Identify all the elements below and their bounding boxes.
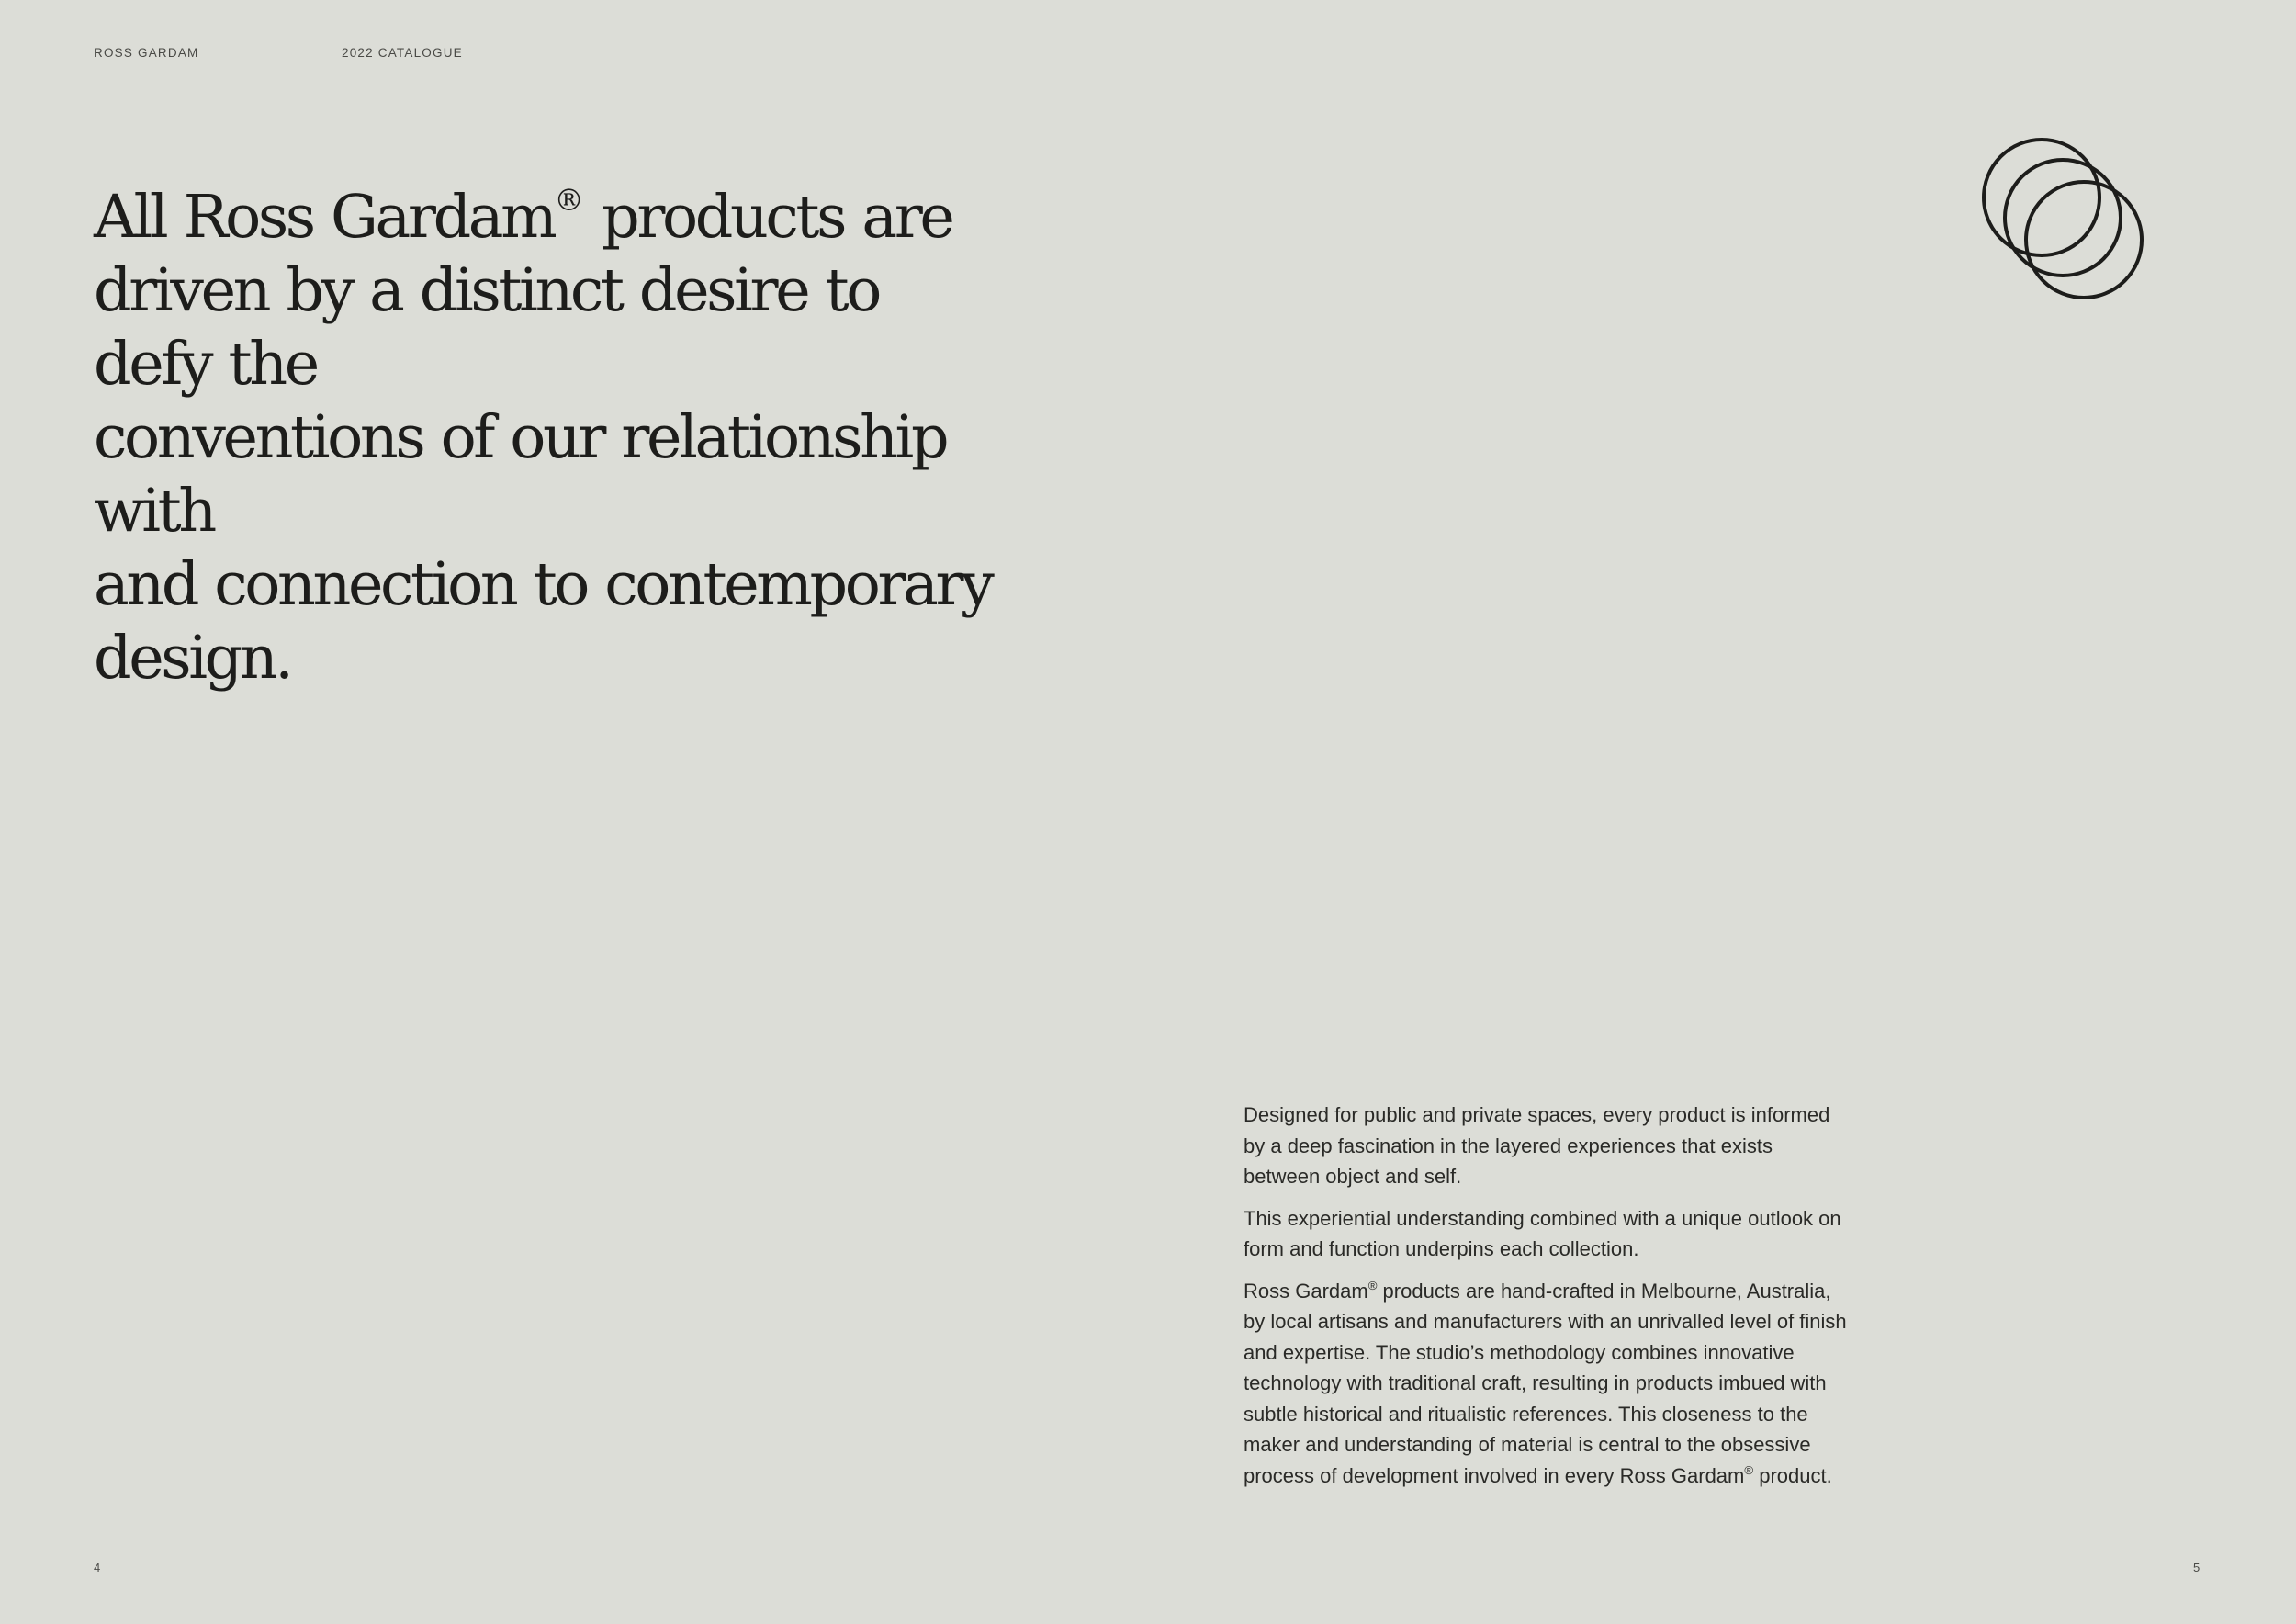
page-number-left: 4: [94, 1561, 101, 1574]
headline-line-4: and connection to contemporary: [94, 550, 992, 620]
ring-2: [2005, 160, 2121, 276]
headline-line-2: driven by a distinct desire to defy the: [94, 256, 879, 400]
body-paragraph-1: Designed for public and private spaces, every product is informed by a deep fascination in the layered experiences that exists between object and self.: [1244, 1103, 1830, 1188]
registered-mark: ®: [1744, 1462, 1754, 1477]
ring-1: [1984, 140, 2099, 255]
registered-mark: ®: [554, 183, 584, 218]
three-overlapping-rings-icon: [1979, 135, 2149, 310]
headline-line-3: conventions of our relationship with: [94, 403, 947, 547]
registered-mark: ®: [1367, 1278, 1378, 1292]
ring-3: [2026, 182, 2142, 298]
body-paragraph-2: This experiential understanding combined with a unique outlook on form and function underpins each collection.: [1244, 1206, 1841, 1260]
running-head-brand: ROSS GARDAM: [94, 46, 199, 60]
body-copy: [1244, 1100, 1850, 1502]
page-number-right: 5: [2193, 1561, 2200, 1574]
headline: [94, 164, 1012, 695]
running-head-publication: 2022 CATALOGUE: [342, 46, 463, 60]
body-paragraph-3: Ross Gardam® products are hand-crafted in Melbourne, Australia, by local artisans and manufacturers with an unrivalled level of finish and expertise. The studio’s methodology combines innovative technology with traditional craft, resulting in products imbued with subtle historical and ritualistic references. This closeness to the maker and understanding of material is central to the obsessive process of development involved in every Ross Gardam® product.: [1244, 1278, 1847, 1487]
headline-line-1: All Ross Gardam® products are: [94, 183, 952, 253]
headline-line-5: design.: [94, 624, 291, 694]
